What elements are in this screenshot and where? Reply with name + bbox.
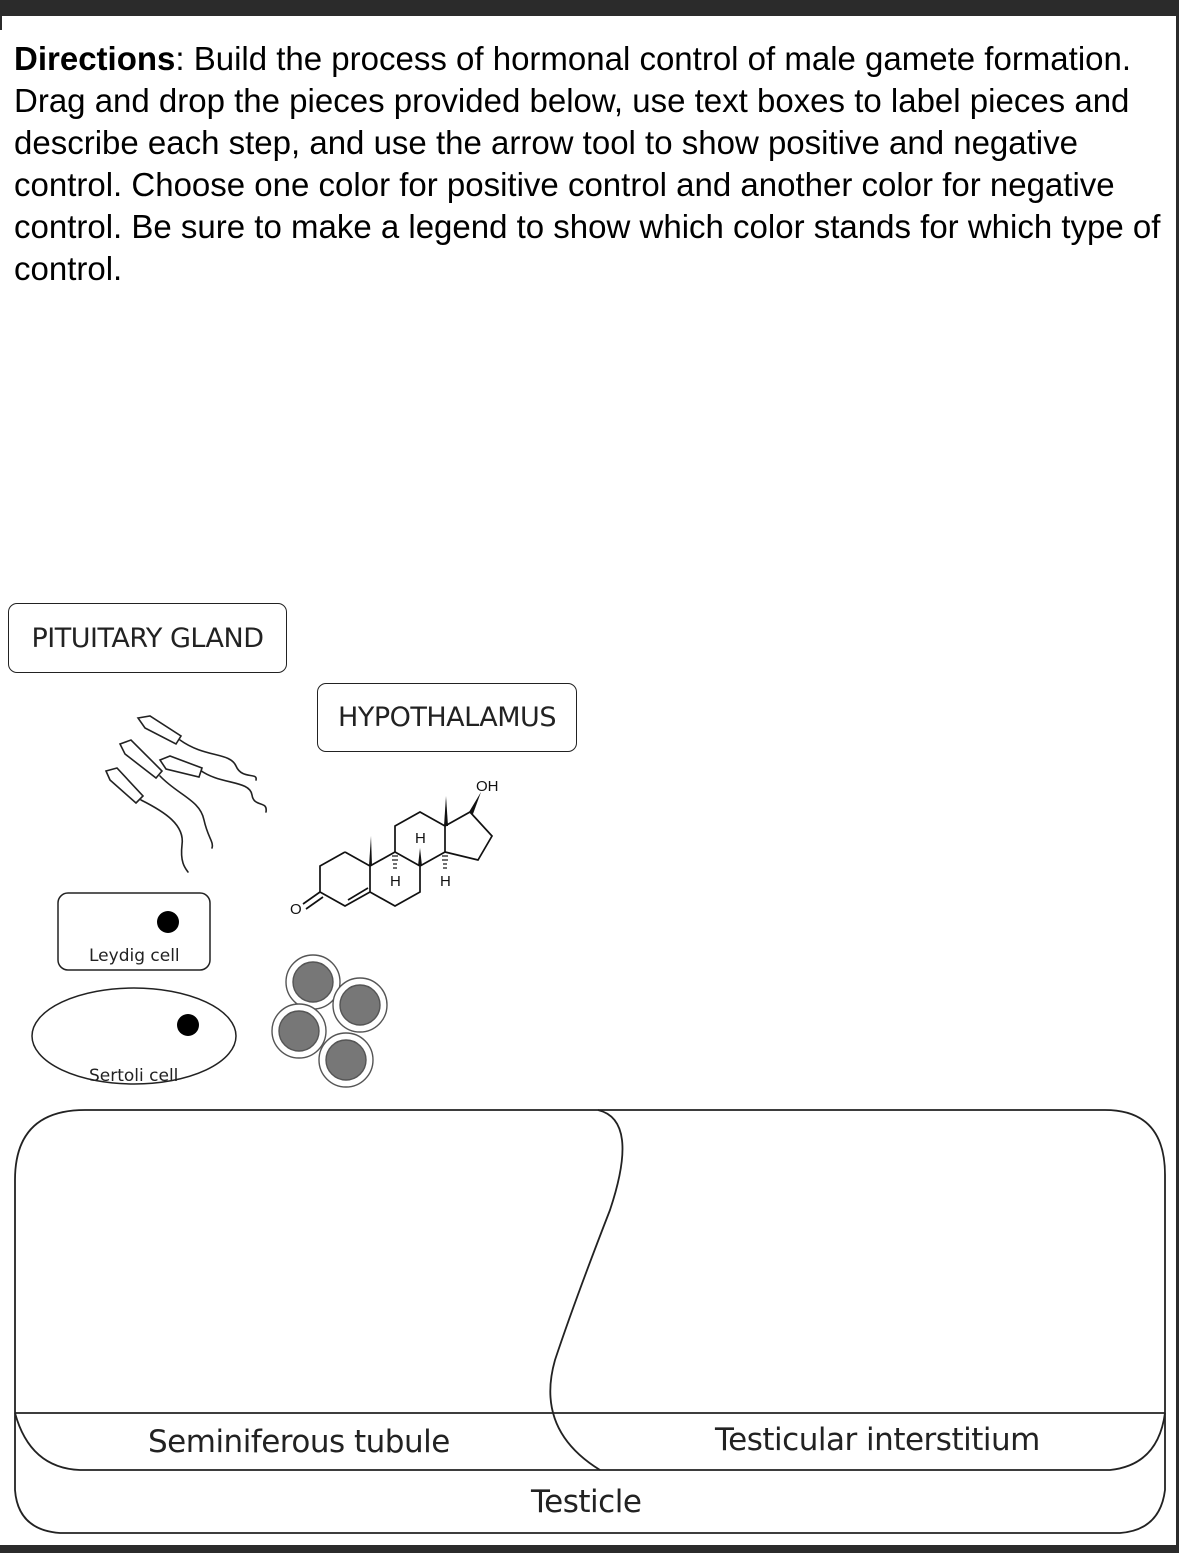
testicular-interstitium-label: Testicular interstitium — [715, 1422, 1040, 1458]
germ-cell — [319, 1033, 373, 1087]
germ-cell — [272, 1004, 326, 1058]
atom-h: H — [390, 873, 401, 890]
atom-h: H — [415, 830, 426, 847]
sertoli-cell-piece[interactable] — [32, 988, 236, 1086]
germ-cells-piece[interactable] — [272, 955, 387, 1087]
sperm-cell — [160, 756, 266, 812]
sperm-cell — [106, 768, 188, 872]
atom-oh: OH — [476, 778, 499, 795]
directions-body: : Build the process of hormonal control of male gamete formation. Drag and drop the pieces provided below, use text boxes to label pieces and describe each step, and use the arrow tool to show positive and negative control. Choose one color for positive control and another color for negative control. Be sure to make a legend to show which color stands for which type of control. — [14, 40, 1161, 287]
pituitary-gland-label: PITUITARY GLAND — [31, 622, 264, 654]
tubule-boundary-curve — [550, 1110, 622, 1470]
sertoli-cell-label: Sertoli cell — [89, 1066, 179, 1086]
hypothalamus-label: HYPOTHALAMUS — [338, 702, 556, 733]
leydig-cell-piece[interactable] — [58, 893, 210, 970]
atom-h: H — [440, 873, 451, 890]
germ-cell — [333, 978, 387, 1032]
testosterone-molecule-piece[interactable] — [290, 778, 499, 918]
germ-cell — [286, 955, 340, 1009]
leydig-cell-label: Leydig cell — [89, 946, 180, 966]
seminiferous-tubule-label: Seminiferous tubule — [148, 1424, 450, 1460]
sperm-cells-piece[interactable] — [106, 716, 266, 872]
directions-heading: Directions — [14, 40, 176, 77]
testicle-diagram — [15, 1110, 1165, 1533]
atom-o: O — [290, 901, 302, 918]
testicle-label: Testicle — [531, 1484, 642, 1520]
